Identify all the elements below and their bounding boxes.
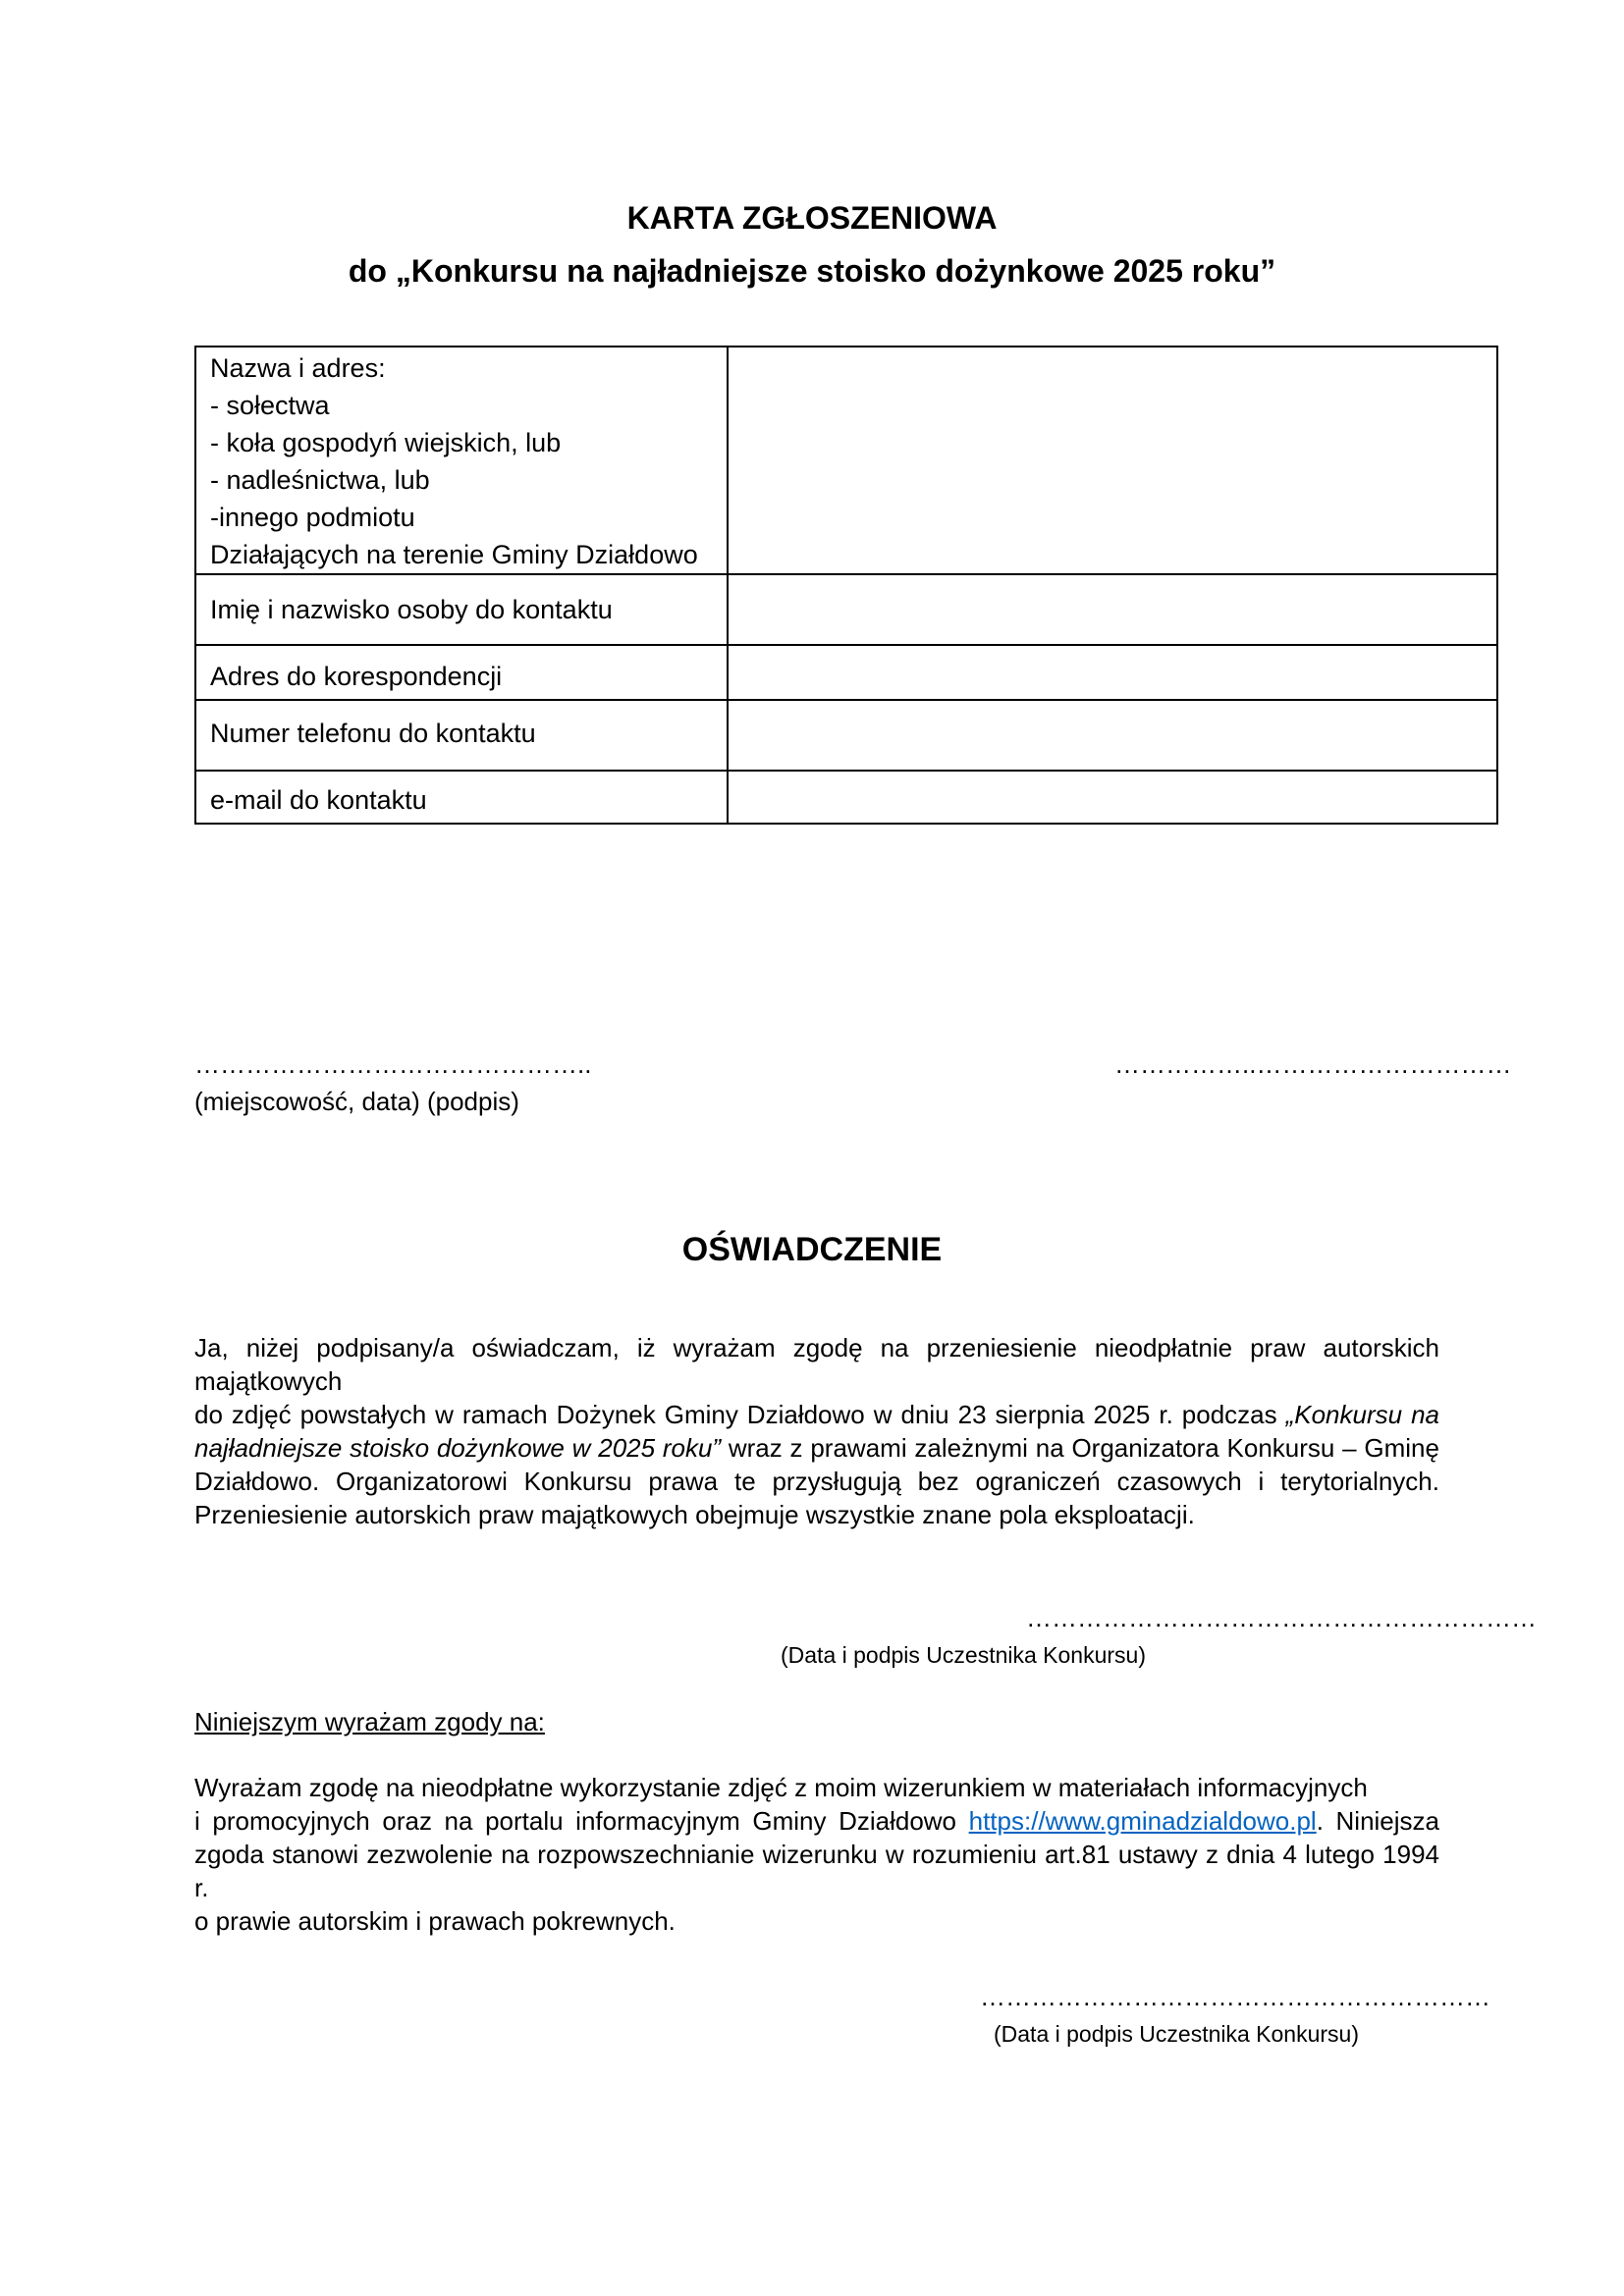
- declaration-line: [194, 1398, 1439, 1431]
- consent-text-part: . Niniejsza: [1316, 1806, 1439, 1836]
- consent-line: zgoda stanowi zezwolenie na rozpowszechnianie wizerunku w rozumieniu art.81 ustawy z dnia 4 lutego 1994 r.: [194, 1840, 1439, 1902]
- name-address-label: [195, 347, 728, 574]
- participant-signature-line[interactable]: ……………………………………………………: [1026, 1603, 1537, 1632]
- consent-line: o prawie autorskim i prawach pokrewnych.: [194, 1906, 676, 1936]
- registration-table: [194, 346, 1498, 825]
- signature-line[interactable]: ……………..…………………………: [1114, 1049, 1512, 1079]
- contest-name-italic: „Konkursu na: [1285, 1400, 1439, 1429]
- form-title: KARTA ZGŁOSZENIOWA: [626, 200, 998, 236]
- correspondence-address-label: Adres do korespondencji: [195, 645, 728, 700]
- participant-signature-caption: (Data i podpis Uczestnika Konkursu): [994, 2021, 1359, 2047]
- label-line: Działających na terenie Gminy Działdowo: [210, 540, 698, 569]
- table-row: [195, 574, 1497, 645]
- contact-person-field[interactable]: [728, 574, 1497, 645]
- declaration-text-part: wraz z prawami zależnymi na Organizatora Konkursu – Gminę: [721, 1433, 1439, 1463]
- table-row: [195, 645, 1497, 700]
- contact-person-label: Imię i nazwisko osoby do kontaktu: [195, 574, 728, 645]
- declaration-line: Ja, niżej podpisany/a oświadczam, iż wyrażam zgodę na przeniesienie nieodpłatnie praw autorskich majątkowych: [194, 1333, 1439, 1396]
- name-address-field[interactable]: [728, 347, 1497, 574]
- table-row: [195, 347, 1497, 574]
- declaration-line: [194, 1431, 1439, 1465]
- consent-line: [194, 1804, 1439, 1838]
- table-row: [195, 771, 1497, 824]
- table-row: [195, 700, 1497, 771]
- form-subtitle: do „Konkursu na najładniejsze stoisko dożynkowe 2025 roku”: [348, 253, 1276, 289]
- declaration-text-part: do zdjęć powstałych w ramach Dożynek Gminy Działdowo w dniu 23 sierpnia 2025 r. podczas: [194, 1400, 1286, 1429]
- label-line: - nadleśnictwa, lub: [210, 465, 430, 495]
- label-line: -innego podmiotu: [210, 503, 415, 532]
- label-line: - sołectwa: [210, 391, 330, 420]
- declaration-line: Przeniesienie autorskich praw majątkowych obejmuje wszystkie znane pola eksploatacji.: [194, 1500, 1195, 1529]
- participant-signature-caption: (Data i podpis Uczestnika Konkursu): [781, 1642, 1146, 1668]
- correspondence-address-field[interactable]: [728, 645, 1497, 700]
- place-date-signature-line[interactable]: ………………………………………..: [194, 1049, 592, 1079]
- signature-caption: (miejscowość, data) (podpis): [194, 1087, 519, 1116]
- label-line: - koła gospodyń wiejskich, lub: [210, 428, 562, 457]
- contest-name-italic: najładniejsze stoisko dożynkowe w 2025 roku”: [194, 1433, 722, 1463]
- consent-text: [194, 1771, 1439, 1938]
- label-line: Nazwa i adres:: [210, 353, 386, 383]
- phone-label: Numer telefonu do kontaktu: [195, 700, 728, 771]
- participant-signature-line[interactable]: ……………………………………………………: [980, 1982, 1490, 2011]
- declaration-line: Działdowo. Organizatorowi Konkursu prawa te przysługują bez ograniczeń czasowych i terytorialnych.: [194, 1467, 1439, 1496]
- phone-field[interactable]: [728, 700, 1497, 771]
- consent-heading: Niniejszym wyrażam zgody na:: [194, 1707, 545, 1736]
- consent-line: Wyrażam zgodę na nieodpłatne wykorzystanie zdjęć z moim wizerunkiem w materiałach informacyjnych: [194, 1773, 1368, 1802]
- declaration-text: [194, 1331, 1439, 1531]
- email-field[interactable]: [728, 771, 1497, 824]
- website-link[interactable]: https://www.gminadzialdowo.pl: [968, 1806, 1317, 1836]
- email-label: e-mail do kontaktu: [195, 771, 728, 824]
- declaration-heading: OŚWIADCZENIE: [681, 1231, 943, 1268]
- consent-text-part: i promocyjnych oraz na portalu informacyjnym Gminy Działdowo: [194, 1806, 969, 1836]
